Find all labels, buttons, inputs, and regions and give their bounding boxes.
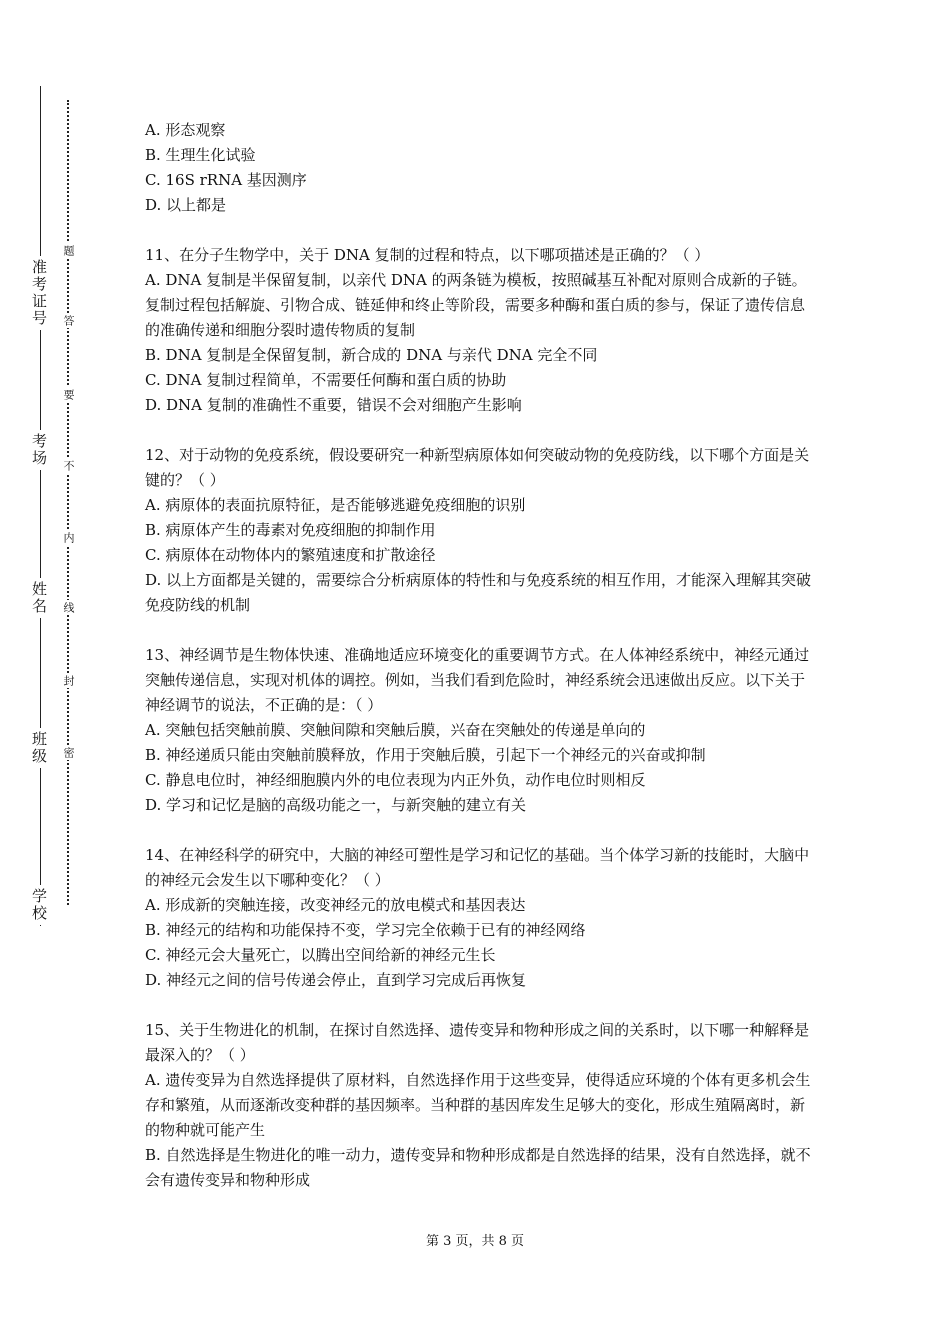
question-12 [145, 443, 817, 618]
option: A. 病原体的表面抗原特征，是否能够逃避免疫细胞的识别 [145, 496, 526, 514]
question-stem: 11、在分子生物学中，关于 DNA 复制的过程和特点，以下哪项描述是正确的？（ ） [145, 246, 710, 264]
option: A. DNA 复制是半保留复制，以亲代 DNA 的两条链为模板，按照碱基互补配对原则合成新的子链。复制过程包括解旋、引物合成、链延伸和终止等阶段，需要多种酶和蛋白质的参与，保证了遗传信息的准确传递和细胞分裂时遗传物质的复制 [145, 271, 807, 339]
exam-content [145, 118, 817, 1193]
seal-word: 不 [58, 458, 78, 473]
option: C. 静息电位时，神经细胞膜内外的电位表现为内正外负，动作电位时则相反 [145, 771, 646, 789]
option: C. DNA 复制过程简单，不需要任何酶和蛋白质的协助 [145, 371, 507, 389]
option: D. 以上方面都是关键的，需要综合分析病原体的特性和与免疫系统的相互作用，才能深入理解其突破免疫防线的机制 [145, 571, 812, 614]
option: D. 神经元之间的信号传递会停止，直到学习完成后再恢复 [145, 971, 527, 989]
question-11 [145, 243, 817, 418]
label-name: 姓名 [24, 578, 54, 618]
option: B. 生理生化试验 [145, 146, 256, 164]
seal-word: 要 [58, 387, 78, 402]
option: B. 神经元的结构和功能保持不变，学习完全依赖于已有的神经网络 [145, 921, 586, 939]
seal-word: 封 [58, 673, 78, 688]
label-class: 班级 [24, 728, 54, 768]
seal-word: 内 [58, 530, 78, 545]
option: D. 以上都是 [145, 196, 227, 214]
option: C. 病原体在动物体内的繁殖速度和扩散途径 [145, 546, 436, 564]
option: B. 自然选择是生物进化的唯一动力，遗传变异和物种形成都是自然选择的结果，没有自然选择，就不会有遗传变异和物种形成 [145, 1146, 811, 1189]
binding-solid-line [40, 86, 41, 926]
option: A. 形态观察 [145, 121, 226, 139]
option: A. 遗传变异为自然选择提供了原材料，自然选择作用于这些变异，使得适应环境的个体有更多机会生存和繁殖，从而逐渐改变种群的基因频率。当种群的基因库发生足够大的变化，形成生殖隔离时，新的物种就可能产生 [145, 1071, 811, 1139]
option: C. 神经元会大量死亡，以腾出空间给新的神经元生长 [145, 946, 496, 964]
option: B. 神经递质只能由突触前膜释放，作用于突触后膜，引起下一个神经元的兴奋或抑制 [145, 746, 706, 764]
previous-question-options [145, 118, 817, 218]
seal-word: 题 [58, 243, 78, 258]
seal-word: 答 [58, 313, 78, 328]
question-stem: 13、神经调节是生物体快速、准确地适应环境变化的重要调节方式。在人体神经系统中，神经元通过突触传递信息，实现对机体的调控。例如，当我们看到危险时，神经系统会迅速做出反应。以下关于神经调节的说法，不正确的是：（ ） [145, 646, 810, 714]
label-school: 学校 [24, 885, 54, 925]
option: D. DNA 复制的准确性不重要，错误不会对细胞产生影响 [145, 396, 522, 414]
question-stem: 15、关于生物进化的机制，在探讨自然选择、遗传变异和物种形成之间的关系时，以下哪一种解释是最深入的？（ ） [145, 1021, 810, 1064]
option: B. DNA 复制是全保留复制，新合成的 DNA 与亲代 DNA 完全不同 [145, 346, 598, 364]
option: B. 病原体产生的毒素对免疫细胞的抑制作用 [145, 521, 436, 539]
question-15 [145, 1018, 817, 1193]
option: C. 16S rRNA 基因测序 [145, 171, 307, 189]
label-exam-id: 准考证号 [24, 256, 54, 330]
option: A. 形成新的突触连接，改变神经元的放电模式和基因表达 [145, 896, 526, 914]
option: A. 突触包括突触前膜、突触间隙和突触后膜，兴奋在突触处的传递是单向的 [145, 721, 646, 739]
question-stem: 12、对于动物的免疫系统，假设要研究一种新型病原体如何突破动物的免疫防线，以下哪个方面是关键的？（ ） [145, 446, 810, 489]
label-exam-room: 考场 [24, 430, 54, 470]
option: D. 学习和记忆是脑的高级功能之一，与新突触的建立有关 [145, 796, 527, 814]
seal-word: 密 [58, 745, 78, 760]
page-footer: 第 3 页，共 8 页 [425, 1234, 525, 1249]
binding-dotted-line [67, 100, 69, 905]
seal-word: 线 [58, 600, 78, 615]
question-stem: 14、在神经科学的研究中，大脑的神经可塑性是学习和记忆的基础。当个体学习新的技能时，大脑中的神经元会发生以下哪种变化？（ ） [145, 846, 810, 889]
question-14 [145, 843, 817, 993]
question-13 [145, 643, 817, 818]
